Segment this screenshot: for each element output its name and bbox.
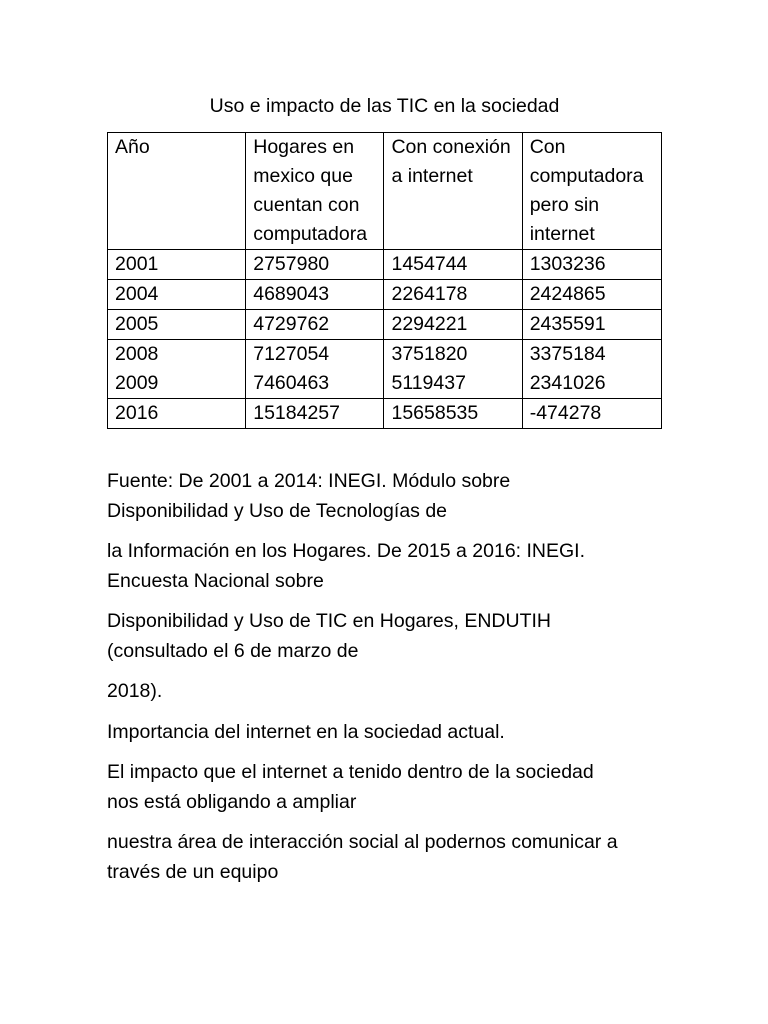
table-cell — [246, 340, 384, 399]
cell-line: 1303236 — [529, 253, 606, 275]
paragraph-line: la Información en los Hogares. De 2015 a 2016: INEGI. — [107, 540, 586, 562]
cell-line: 4729762 — [253, 313, 330, 335]
cell-line: 7460463 — [253, 372, 330, 394]
table-cell — [522, 399, 661, 429]
document-page — [107, 92, 662, 898]
paragraph-line: Encuesta Nacional sobre — [107, 569, 324, 592]
paragraph-line: nos está obligando a ampliar — [107, 790, 357, 813]
table-header-row — [108, 133, 662, 250]
table-row — [108, 399, 662, 429]
table-cell — [246, 399, 384, 429]
table-cell — [384, 310, 522, 340]
header-cell — [384, 133, 522, 250]
table-cell — [522, 310, 661, 340]
cell-line: 2757980 — [253, 253, 330, 275]
cell-line: 5119437 — [391, 372, 466, 394]
header-line: computadora — [253, 223, 368, 245]
table-body — [108, 250, 662, 429]
cell-line: 2264178 — [391, 283, 468, 305]
cell-line: 2294221 — [391, 313, 468, 335]
table-row — [108, 310, 662, 340]
paragraph-line: 2018). — [107, 680, 163, 702]
table-row — [108, 250, 662, 280]
cell-line: 2009 — [115, 372, 159, 394]
paragraph — [107, 758, 662, 817]
header-cell — [108, 133, 246, 250]
header-line: internet — [529, 223, 595, 245]
document-title: Uso e impacto de las TIC en la sociedad — [209, 95, 560, 117]
table-cell — [108, 310, 246, 340]
cell-line: 2016 — [115, 402, 159, 424]
header-cell — [246, 133, 384, 250]
cell-line: 3751820 — [391, 343, 468, 365]
table-cell — [246, 280, 384, 310]
cell-line: 15184257 — [253, 402, 340, 424]
cell-line: 15658535 — [391, 402, 479, 424]
paragraph-line: Importancia del internet en la sociedad actual. — [107, 720, 505, 743]
paragraph-line: Fuente: De 2001 a 2014: INEGI. Módulo sobre — [107, 470, 511, 492]
cell-line: 2424865 — [529, 283, 606, 305]
cell-line: 2435591 — [529, 313, 606, 335]
table-row — [108, 280, 662, 310]
cell-line: 2005 — [115, 313, 159, 335]
header-line: a internet — [391, 165, 473, 187]
table-cell — [108, 340, 246, 399]
header-line: mexico que — [253, 165, 353, 187]
header-cell — [522, 133, 661, 250]
paragraph-line: nuestra área de interacción social al podernos comunicar a — [107, 831, 618, 853]
cell-line: 7127054 — [253, 343, 330, 365]
cell-line: 1454744 — [391, 253, 468, 275]
table-cell — [522, 340, 661, 399]
paragraph-line: Disponibilidad y Uso de TIC en Hogares, ENDUTIH — [107, 610, 551, 632]
paragraph-line: Disponibilidad y Uso de Tecnologías de — [107, 499, 448, 522]
cell-line: 2341026 — [529, 372, 606, 394]
table-cell — [522, 280, 661, 310]
paragraph-line: través de un equipo — [107, 860, 279, 883]
paragraph — [107, 467, 662, 526]
header-line: Con — [529, 136, 566, 158]
table-cell — [108, 280, 246, 310]
paragraph — [107, 828, 662, 887]
cell-line: -474278 — [529, 402, 602, 424]
table-cell — [384, 399, 522, 429]
table-cell — [384, 280, 522, 310]
header-line: pero sin — [529, 194, 600, 216]
header-line: Año — [115, 136, 150, 158]
paragraph — [107, 537, 662, 596]
body-text — [107, 467, 662, 887]
paragraph — [107, 677, 662, 707]
table-cell — [246, 310, 384, 340]
tic-table — [107, 132, 662, 429]
header-line: Con conexión — [391, 136, 511, 158]
table-cell — [384, 340, 522, 399]
cell-line: 2001 — [115, 253, 159, 275]
header-line: Hogares en — [253, 136, 355, 158]
paragraph-line: (consultado el 6 de marzo de — [107, 639, 359, 662]
header-line: computadora — [529, 165, 644, 187]
header-line: cuentan con — [253, 194, 360, 216]
table-row — [108, 340, 662, 399]
table-cell — [108, 399, 246, 429]
paragraph-line: El impacto que el internet a tenido dentro de la sociedad — [107, 761, 594, 783]
cell-line: 2008 — [115, 343, 159, 365]
table-cell — [246, 250, 384, 280]
table-cell — [522, 250, 661, 280]
cell-line: 3375184 — [529, 343, 606, 365]
cell-line: 4689043 — [253, 283, 330, 305]
paragraph — [107, 607, 662, 666]
table-cell — [108, 250, 246, 280]
paragraph — [107, 718, 662, 748]
cell-line: 2004 — [115, 283, 159, 305]
table-cell — [384, 250, 522, 280]
